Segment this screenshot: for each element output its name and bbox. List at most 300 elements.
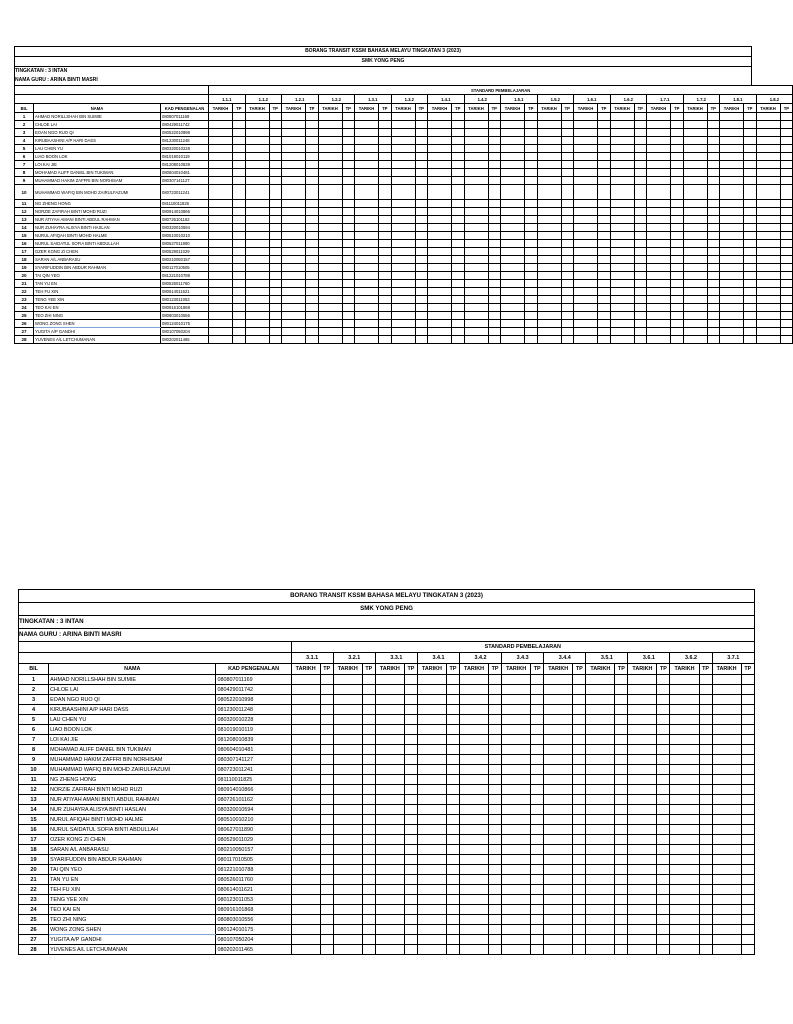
tp-cell[interactable]	[404, 835, 417, 845]
tp-cell[interactable]	[233, 328, 246, 336]
tarikh-cell[interactable]	[428, 208, 452, 216]
tp-cell[interactable]	[615, 915, 628, 925]
tarikh-cell[interactable]	[282, 161, 306, 169]
tp-cell[interactable]	[269, 129, 282, 137]
tarikh-cell[interactable]	[375, 695, 404, 705]
tp-cell[interactable]	[342, 169, 355, 177]
tp-cell[interactable]	[488, 240, 501, 248]
tp-cell[interactable]	[306, 169, 319, 177]
tarikh-cell[interactable]	[318, 304, 342, 312]
tarikh-cell[interactable]	[333, 715, 362, 725]
tp-cell[interactable]	[488, 121, 501, 129]
tarikh-cell[interactable]	[610, 232, 634, 240]
tarikh-cell[interactable]	[537, 288, 561, 296]
tp-cell[interactable]	[489, 845, 502, 855]
tarikh-cell[interactable]	[318, 272, 342, 280]
tarikh-cell[interactable]	[720, 256, 744, 264]
tp-cell[interactable]	[744, 232, 757, 240]
tp-cell[interactable]	[269, 280, 282, 288]
tarikh-cell[interactable]	[291, 905, 320, 915]
tp-cell[interactable]	[404, 865, 417, 875]
tarikh-cell[interactable]	[355, 232, 379, 240]
tarikh-cell[interactable]	[460, 685, 489, 695]
tp-cell[interactable]	[525, 312, 538, 320]
tarikh-cell[interactable]	[670, 785, 699, 795]
tp-cell[interactable]	[452, 232, 465, 240]
tarikh-cell[interactable]	[245, 280, 269, 288]
tarikh-cell[interactable]	[417, 775, 446, 785]
tp-cell[interactable]	[489, 785, 502, 795]
tarikh-cell[interactable]	[460, 865, 489, 875]
tarikh-cell[interactable]	[720, 208, 744, 216]
tarikh-cell[interactable]	[502, 675, 531, 685]
tp-cell[interactable]	[233, 320, 246, 328]
tarikh-cell[interactable]	[756, 153, 780, 161]
tarikh-cell[interactable]	[355, 169, 379, 177]
tarikh-cell[interactable]	[209, 320, 233, 328]
tarikh-cell[interactable]	[428, 169, 452, 177]
tarikh-cell[interactable]	[628, 945, 657, 955]
tarikh-cell[interactable]	[544, 905, 573, 915]
tp-cell[interactable]	[780, 240, 793, 248]
tarikh-cell[interactable]	[245, 264, 269, 272]
tarikh-cell[interactable]	[628, 825, 657, 835]
tarikh-cell[interactable]	[375, 865, 404, 875]
tarikh-cell[interactable]	[537, 177, 561, 185]
tp-cell[interactable]	[744, 208, 757, 216]
tp-cell[interactable]	[780, 336, 793, 344]
tp-cell[interactable]	[446, 805, 459, 815]
tp-cell[interactable]	[744, 272, 757, 280]
tp-cell[interactable]	[634, 280, 647, 288]
tp-cell[interactable]	[561, 145, 574, 153]
tarikh-cell[interactable]	[610, 272, 634, 280]
tp-cell[interactable]	[699, 675, 712, 685]
tarikh-cell[interactable]	[282, 248, 306, 256]
tarikh-cell[interactable]	[501, 272, 525, 280]
tarikh-cell[interactable]	[720, 169, 744, 177]
tp-cell[interactable]	[598, 185, 611, 200]
tarikh-cell[interactable]	[428, 256, 452, 264]
tp-cell[interactable]	[561, 288, 574, 296]
tp-cell[interactable]	[320, 815, 333, 825]
tp-cell[interactable]	[707, 200, 720, 208]
tarikh-cell[interactable]	[610, 145, 634, 153]
tarikh-cell[interactable]	[647, 145, 671, 153]
tarikh-cell[interactable]	[501, 200, 525, 208]
tarikh-cell[interactable]	[464, 185, 488, 200]
tarikh-cell[interactable]	[670, 925, 699, 935]
tarikh-cell[interactable]	[355, 328, 379, 336]
tp-cell[interactable]	[598, 129, 611, 137]
tarikh-cell[interactable]	[417, 675, 446, 685]
tarikh-cell[interactable]	[209, 113, 233, 121]
tarikh-cell[interactable]	[670, 825, 699, 835]
tp-cell[interactable]	[744, 113, 757, 121]
tarikh-cell[interactable]	[245, 129, 269, 137]
tp-cell[interactable]	[598, 169, 611, 177]
tarikh-cell[interactable]	[756, 216, 780, 224]
tp-cell[interactable]	[671, 248, 684, 256]
tarikh-cell[interactable]	[756, 129, 780, 137]
tarikh-cell[interactable]	[333, 825, 362, 835]
tp-cell[interactable]	[379, 224, 392, 232]
tp-cell[interactable]	[320, 825, 333, 835]
tp-cell[interactable]	[671, 216, 684, 224]
tarikh-cell[interactable]	[282, 137, 306, 145]
tarikh-cell[interactable]	[464, 280, 488, 288]
tp-cell[interactable]	[452, 304, 465, 312]
tp-cell[interactable]	[657, 825, 670, 835]
tarikh-cell[interactable]	[720, 288, 744, 296]
tp-cell[interactable]	[671, 328, 684, 336]
tarikh-cell[interactable]	[647, 336, 671, 344]
tp-cell[interactable]	[488, 161, 501, 169]
tp-cell[interactable]	[525, 177, 538, 185]
tp-cell[interactable]	[573, 845, 586, 855]
tarikh-cell[interactable]	[610, 121, 634, 129]
tp-cell[interactable]	[615, 725, 628, 735]
tarikh-cell[interactable]	[610, 296, 634, 304]
tarikh-cell[interactable]	[712, 835, 741, 845]
tarikh-cell[interactable]	[428, 129, 452, 137]
tp-cell[interactable]	[573, 775, 586, 785]
tp-cell[interactable]	[306, 200, 319, 208]
tp-cell[interactable]	[707, 304, 720, 312]
tarikh-cell[interactable]	[355, 296, 379, 304]
tp-cell[interactable]	[489, 905, 502, 915]
tarikh-cell[interactable]	[712, 845, 741, 855]
tarikh-cell[interactable]	[501, 145, 525, 153]
tp-cell[interactable]	[615, 825, 628, 835]
tarikh-cell[interactable]	[282, 177, 306, 185]
tarikh-cell[interactable]	[712, 715, 741, 725]
tp-cell[interactable]	[657, 745, 670, 755]
tp-cell[interactable]	[561, 320, 574, 328]
tarikh-cell[interactable]	[628, 925, 657, 935]
tp-cell[interactable]	[741, 895, 754, 905]
tarikh-cell[interactable]	[720, 240, 744, 248]
tarikh-cell[interactable]	[428, 312, 452, 320]
tp-cell[interactable]	[699, 785, 712, 795]
tarikh-cell[interactable]	[683, 312, 707, 320]
tp-cell[interactable]	[707, 216, 720, 224]
tarikh-cell[interactable]	[610, 161, 634, 169]
tp-cell[interactable]	[404, 945, 417, 955]
tarikh-cell[interactable]	[544, 865, 573, 875]
tarikh-cell[interactable]	[355, 200, 379, 208]
tarikh-cell[interactable]	[647, 121, 671, 129]
tp-cell[interactable]	[320, 795, 333, 805]
tarikh-cell[interactable]	[333, 865, 362, 875]
tarikh-cell[interactable]	[586, 755, 615, 765]
tarikh-cell[interactable]	[647, 200, 671, 208]
tp-cell[interactable]	[233, 113, 246, 121]
tp-cell[interactable]	[269, 288, 282, 296]
tp-cell[interactable]	[615, 705, 628, 715]
tarikh-cell[interactable]	[647, 129, 671, 137]
tarikh-cell[interactable]	[712, 945, 741, 955]
tarikh-cell[interactable]	[647, 216, 671, 224]
tp-cell[interactable]	[573, 715, 586, 725]
tarikh-cell[interactable]	[282, 256, 306, 264]
tp-cell[interactable]	[531, 775, 544, 785]
tp-cell[interactable]	[780, 256, 793, 264]
tarikh-cell[interactable]	[670, 905, 699, 915]
tp-cell[interactable]	[780, 296, 793, 304]
tarikh-cell[interactable]	[610, 185, 634, 200]
tarikh-cell[interactable]	[544, 675, 573, 685]
tp-cell[interactable]	[744, 296, 757, 304]
tp-cell[interactable]	[615, 895, 628, 905]
tp-cell[interactable]	[379, 296, 392, 304]
tp-cell[interactable]	[741, 735, 754, 745]
tp-cell[interactable]	[561, 200, 574, 208]
tarikh-cell[interactable]	[647, 256, 671, 264]
tp-cell[interactable]	[525, 328, 538, 336]
tp-cell[interactable]	[531, 755, 544, 765]
tp-cell[interactable]	[531, 705, 544, 715]
tp-cell[interactable]	[707, 185, 720, 200]
tp-cell[interactable]	[699, 825, 712, 835]
tarikh-cell[interactable]	[502, 845, 531, 855]
tp-cell[interactable]	[342, 216, 355, 224]
tarikh-cell[interactable]	[282, 264, 306, 272]
tarikh-cell[interactable]	[712, 725, 741, 735]
tp-cell[interactable]	[404, 805, 417, 815]
tp-cell[interactable]	[671, 177, 684, 185]
tp-cell[interactable]	[488, 280, 501, 288]
tarikh-cell[interactable]	[544, 855, 573, 865]
tarikh-cell[interactable]	[245, 296, 269, 304]
tarikh-cell[interactable]	[391, 177, 415, 185]
tarikh-cell[interactable]	[501, 288, 525, 296]
tarikh-cell[interactable]	[375, 725, 404, 735]
tp-cell[interactable]	[699, 905, 712, 915]
tarikh-cell[interactable]	[537, 264, 561, 272]
tp-cell[interactable]	[531, 895, 544, 905]
tarikh-cell[interactable]	[647, 137, 671, 145]
tarikh-cell[interactable]	[333, 855, 362, 865]
tp-cell[interactable]	[415, 232, 428, 240]
tp-cell[interactable]	[573, 755, 586, 765]
tarikh-cell[interactable]	[628, 845, 657, 855]
tp-cell[interactable]	[306, 113, 319, 121]
tp-cell[interactable]	[525, 185, 538, 200]
tarikh-cell[interactable]	[391, 161, 415, 169]
tarikh-cell[interactable]	[712, 905, 741, 915]
tp-cell[interactable]	[233, 121, 246, 129]
tarikh-cell[interactable]	[574, 256, 598, 264]
tp-cell[interactable]	[320, 855, 333, 865]
tp-cell[interactable]	[531, 795, 544, 805]
tarikh-cell[interactable]	[712, 745, 741, 755]
tarikh-cell[interactable]	[501, 232, 525, 240]
tp-cell[interactable]	[525, 232, 538, 240]
tp-cell[interactable]	[342, 256, 355, 264]
tarikh-cell[interactable]	[574, 280, 598, 288]
tp-cell[interactable]	[615, 675, 628, 685]
tp-cell[interactable]	[531, 855, 544, 865]
tarikh-cell[interactable]	[209, 121, 233, 129]
tp-cell[interactable]	[699, 715, 712, 725]
tarikh-cell[interactable]	[282, 328, 306, 336]
tarikh-cell[interactable]	[355, 264, 379, 272]
tarikh-cell[interactable]	[544, 775, 573, 785]
tarikh-cell[interactable]	[282, 129, 306, 137]
tp-cell[interactable]	[525, 280, 538, 288]
tarikh-cell[interactable]	[318, 328, 342, 336]
tp-cell[interactable]	[489, 825, 502, 835]
tarikh-cell[interactable]	[501, 113, 525, 121]
tarikh-cell[interactable]	[464, 248, 488, 256]
tp-cell[interactable]	[452, 328, 465, 336]
tp-cell[interactable]	[320, 765, 333, 775]
tp-cell[interactable]	[531, 805, 544, 815]
tarikh-cell[interactable]	[291, 715, 320, 725]
tarikh-cell[interactable]	[318, 177, 342, 185]
tarikh-cell[interactable]	[647, 232, 671, 240]
tarikh-cell[interactable]	[464, 200, 488, 208]
tarikh-cell[interactable]	[245, 200, 269, 208]
tarikh-cell[interactable]	[586, 945, 615, 955]
tp-cell[interactable]	[415, 280, 428, 288]
tp-cell[interactable]	[531, 815, 544, 825]
tp-cell[interactable]	[598, 328, 611, 336]
tp-cell[interactable]	[699, 885, 712, 895]
tp-cell[interactable]	[452, 296, 465, 304]
tp-cell[interactable]	[452, 129, 465, 137]
tarikh-cell[interactable]	[610, 177, 634, 185]
tarikh-cell[interactable]	[464, 145, 488, 153]
tp-cell[interactable]	[342, 232, 355, 240]
tarikh-cell[interactable]	[720, 320, 744, 328]
tp-cell[interactable]	[488, 113, 501, 121]
tp-cell[interactable]	[233, 336, 246, 344]
tp-cell[interactable]	[525, 145, 538, 153]
tarikh-cell[interactable]	[574, 153, 598, 161]
tp-cell[interactable]	[269, 145, 282, 153]
tarikh-cell[interactable]	[544, 735, 573, 745]
tarikh-cell[interactable]	[502, 715, 531, 725]
tp-cell[interactable]	[741, 695, 754, 705]
tp-cell[interactable]	[362, 935, 375, 945]
tp-cell[interactable]	[525, 161, 538, 169]
tarikh-cell[interactable]	[574, 296, 598, 304]
tp-cell[interactable]	[598, 145, 611, 153]
tarikh-cell[interactable]	[391, 320, 415, 328]
tarikh-cell[interactable]	[756, 185, 780, 200]
tp-cell[interactable]	[488, 216, 501, 224]
tp-cell[interactable]	[598, 200, 611, 208]
tarikh-cell[interactable]	[756, 280, 780, 288]
tarikh-cell[interactable]	[683, 288, 707, 296]
tp-cell[interactable]	[657, 885, 670, 895]
tp-cell[interactable]	[744, 200, 757, 208]
tp-cell[interactable]	[488, 312, 501, 320]
tp-cell[interactable]	[489, 795, 502, 805]
tarikh-cell[interactable]	[464, 216, 488, 224]
tarikh-cell[interactable]	[245, 328, 269, 336]
tarikh-cell[interactable]	[574, 224, 598, 232]
tp-cell[interactable]	[744, 240, 757, 248]
tp-cell[interactable]	[452, 320, 465, 328]
tarikh-cell[interactable]	[502, 745, 531, 755]
tp-cell[interactable]	[707, 153, 720, 161]
tp-cell[interactable]	[744, 224, 757, 232]
tp-cell[interactable]	[699, 855, 712, 865]
tarikh-cell[interactable]	[501, 129, 525, 137]
tp-cell[interactable]	[531, 835, 544, 845]
tarikh-cell[interactable]	[428, 304, 452, 312]
tarikh-cell[interactable]	[355, 129, 379, 137]
tp-cell[interactable]	[489, 775, 502, 785]
tarikh-cell[interactable]	[574, 304, 598, 312]
tarikh-cell[interactable]	[501, 153, 525, 161]
tp-cell[interactable]	[615, 785, 628, 795]
tp-cell[interactable]	[446, 735, 459, 745]
tp-cell[interactable]	[269, 137, 282, 145]
tp-cell[interactable]	[615, 805, 628, 815]
tp-cell[interactable]	[699, 735, 712, 745]
tarikh-cell[interactable]	[586, 835, 615, 845]
tp-cell[interactable]	[573, 835, 586, 845]
tp-cell[interactable]	[744, 216, 757, 224]
tarikh-cell[interactable]	[391, 328, 415, 336]
tp-cell[interactable]	[744, 177, 757, 185]
tarikh-cell[interactable]	[291, 745, 320, 755]
tarikh-cell[interactable]	[586, 825, 615, 835]
tarikh-cell[interactable]	[417, 695, 446, 705]
tp-cell[interactable]	[233, 288, 246, 296]
tarikh-cell[interactable]	[628, 865, 657, 875]
tp-cell[interactable]	[342, 137, 355, 145]
tarikh-cell[interactable]	[502, 765, 531, 775]
tarikh-cell[interactable]	[502, 915, 531, 925]
tp-cell[interactable]	[561, 208, 574, 216]
tarikh-cell[interactable]	[291, 835, 320, 845]
tp-cell[interactable]	[342, 177, 355, 185]
tp-cell[interactable]	[488, 153, 501, 161]
tp-cell[interactable]	[657, 865, 670, 875]
tarikh-cell[interactable]	[464, 328, 488, 336]
tarikh-cell[interactable]	[318, 185, 342, 200]
tp-cell[interactable]	[362, 825, 375, 835]
tp-cell[interactable]	[707, 161, 720, 169]
tp-cell[interactable]	[531, 945, 544, 955]
tarikh-cell[interactable]	[428, 272, 452, 280]
tarikh-cell[interactable]	[417, 925, 446, 935]
tp-cell[interactable]	[741, 785, 754, 795]
tarikh-cell[interactable]	[375, 705, 404, 715]
tp-cell[interactable]	[446, 815, 459, 825]
tarikh-cell[interactable]	[464, 256, 488, 264]
tarikh-cell[interactable]	[501, 121, 525, 129]
tarikh-cell[interactable]	[291, 915, 320, 925]
tarikh-cell[interactable]	[428, 113, 452, 121]
tarikh-cell[interactable]	[318, 232, 342, 240]
tp-cell[interactable]	[362, 885, 375, 895]
tarikh-cell[interactable]	[647, 161, 671, 169]
tarikh-cell[interactable]	[712, 875, 741, 885]
tp-cell[interactable]	[634, 272, 647, 280]
tarikh-cell[interactable]	[670, 835, 699, 845]
tarikh-cell[interactable]	[501, 216, 525, 224]
tp-cell[interactable]	[598, 177, 611, 185]
tarikh-cell[interactable]	[417, 785, 446, 795]
tp-cell[interactable]	[446, 695, 459, 705]
tp-cell[interactable]	[488, 304, 501, 312]
